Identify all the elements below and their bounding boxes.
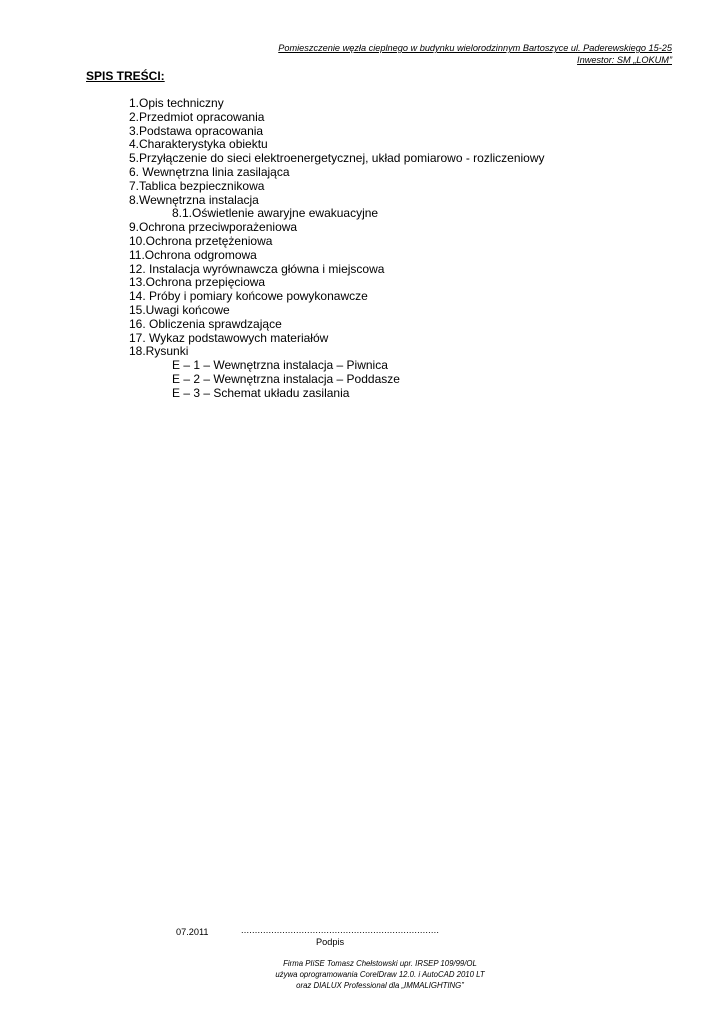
toc-item: 12. Instalacja wyrównawcza główna i miejscowa [129, 261, 385, 276]
toc-item: 17. Wykaz podstawowych materiałów [129, 330, 329, 345]
header-investor-line: Inwestor: SM „LOKUM” [577, 55, 672, 65]
footer-date: 07.2011 [176, 927, 209, 937]
toc-drawing-item: E – 1 – Wewnętrzna instalacja – Piwnica [172, 358, 388, 373]
signature-label: Podpis [316, 937, 345, 947]
toc-item: 11.Ochrona odgromowa [129, 247, 257, 262]
toc-item: 9.Ochrona przeciwporażeniowa [129, 220, 298, 235]
software-info-line: używa oprogramowania CorelDraw 12.0. i AutoCAD 2010 LT [275, 970, 485, 979]
toc-item: 14. Próby i pomiary końcowe powykonawcze [129, 289, 368, 304]
software-info-line: oraz DIALUX Professional dla „IMMALIGHTING” [296, 981, 464, 990]
toc-item: 4.Charakterystyka obiektu [129, 137, 268, 152]
toc-item: 8.Wewnętrzna instalacja [129, 192, 259, 207]
table-of-contents [129, 97, 545, 401]
toc-item: 15.Uwagi końcowe [129, 302, 230, 317]
toc-item: 10.Ochrona przetężeniowa [129, 233, 273, 248]
toc-item: 3.Podstawa opracowania [129, 123, 264, 138]
toc-item: 16. Obliczenia sprawdzające [129, 316, 282, 331]
company-info [230, 958, 530, 991]
toc-subitem: 8.1.Oświetlenie awaryjne ewakuacyjne [172, 206, 379, 221]
toc-drawing-item: E – 3 – Schemat układu zasilania [172, 385, 350, 400]
toc-item: 1.Opis techniczny [129, 96, 224, 110]
header-project-line: Pomieszczenie węzła cieplnego w budynku wielorodzinnym Bartoszyce ul. Paderewskiego 15-25 [278, 43, 672, 53]
toc-item: 13.Ochrona przepięciowa [129, 275, 266, 290]
toc-item: 5.Przyłączenie do sieci elektroenergetycznej, układ pomiarowo - rozliczeniowy [129, 151, 545, 166]
company-info-line: Firma PIiSE Tomasz Chełstowski upr. IRSEP 109/99/OL [283, 959, 477, 968]
toc-item: 18.Rysunki [129, 344, 189, 359]
toc-item: 2.Przedmiot opracowania [129, 109, 265, 124]
toc-item: 7.Tablica bezpiecznikowa [129, 178, 265, 193]
document-header [278, 42, 672, 66]
page-title: SPIS TREŚCI: [86, 69, 165, 83]
toc-item: 6. Wewnętrzna linia zasilająca [129, 164, 290, 179]
toc-drawing-item: E – 2 – Wewnętrzna instalacja – Poddasze [172, 371, 400, 386]
signature-line: ........................................................................ [241, 925, 440, 935]
